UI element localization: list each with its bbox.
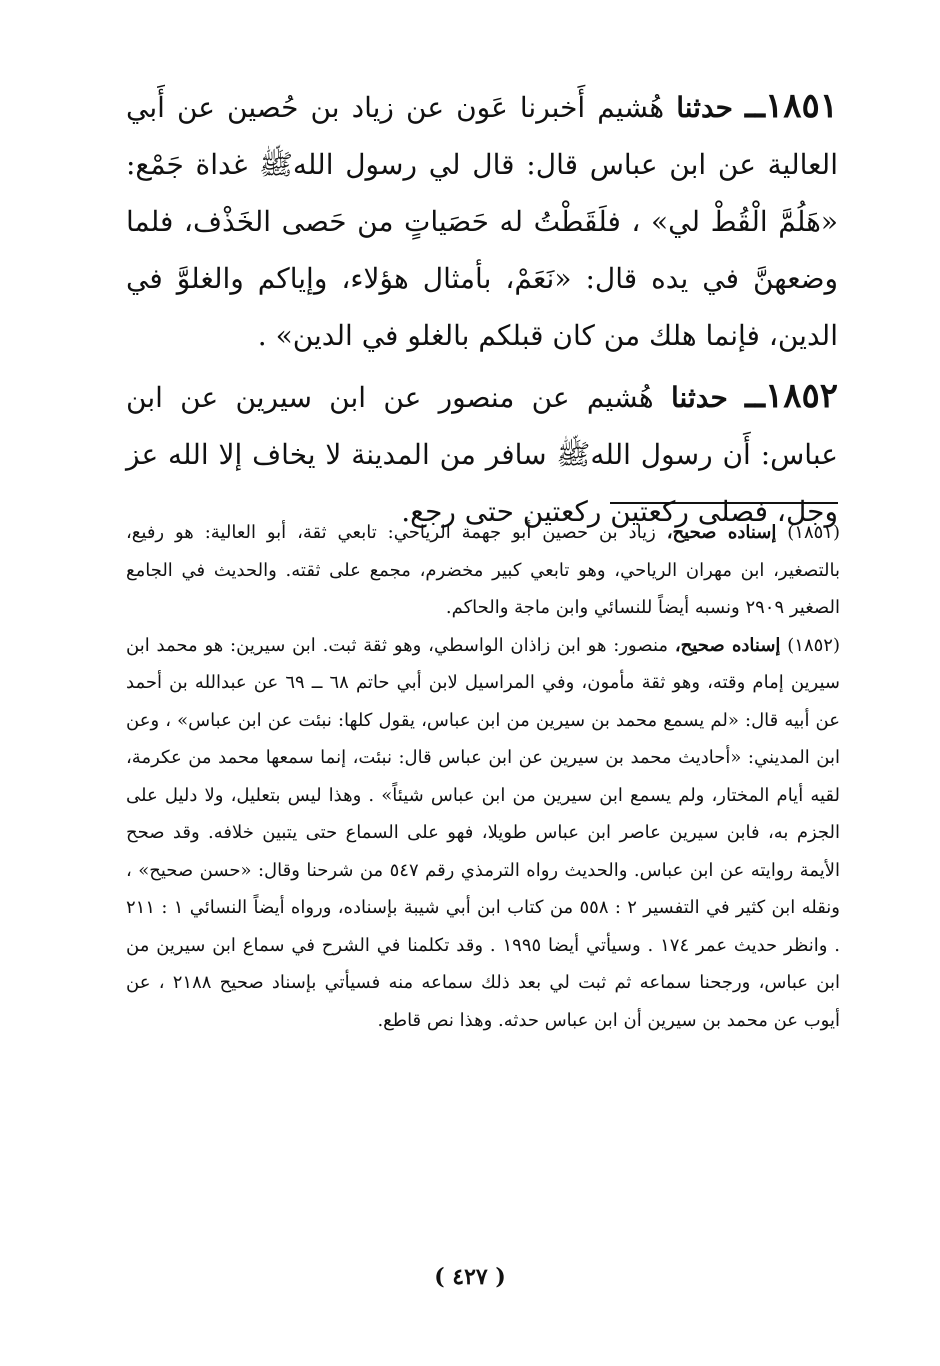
footnote-body: منصور: هو ابن زاذان الواسطي، وهو ثقة ثبت. ابن سيرين: هو محمد ابن سيرين إمام وقته، وهو ثقة مأمون، وفي المراسيل لابن أبي حاتم ٦٨ ــ ٦٩ عن عبدالله بن أحمد عن أبيه قال: «لم يسمع محمد بن سيرين من ابن عباس، يقول كلها: نبئت عن ابن عباس» ، وعن ابن المديني: «أحاديث محمد بن سيرين عن ابن عباس قال: نبئت، إنما سمعها محمد من عكرمة، لقيه أيام المختار، ولم يسمع ابن سيرين من ابن عباس شيئاً» . وهذا ليس بتعليل، ولا دليل على الجزم به، فابن سيرين عاصر ابن عباس طويلا، فهو على السماع حتى يتبين خلافه. وقد صحح الأيمة روايته عن ابن عباس. والحديث رواه الترمذي رقم ٥٤٧ من شرحنا وقال: «حسن صحيح» ، ونقله ابن كثير في التفسير ٢ : ٥٥٨ من كتاب ابن أبي شيبة بإسناده، ورواه أيضاً النسائي ١ : ٢١١ . وانظر حديث عمر ١٧٤ . وسيأتي أيضا ١٩٩٥ . وقد تكلمنا في الشرح في سماع ابن سيرين من ابن عباس، ورجحنا سماعه ثم ثبت لي بعد ذلك سماعه منه فسيأتي بإسناد صحيح ٢١٨٨ ، عن أيوب عن محمد بن سيرين أن ابن عباس حدثه. وهذا نص قاطع. <box>126 634 840 1031</box>
footnote-1851 <box>126 514 840 627</box>
hadith-dash: ــ <box>745 86 765 126</box>
footnote-body: زياد بن حصين أبو جهمة الرياحي: تابعي ثقة، أبو العالية: هو رفيع، بالتصغير، ابن مهران الرياحي، وهو تابعي كبير مخضرم، مجمع على ثقته. والحديث في الجامع الصغير ٢٩٠٩ ونسبه أيضاً للنسائي وابن ماجة والحاكم. <box>126 522 840 618</box>
footnote-ref: (١٨٥٢) <box>787 634 840 656</box>
hadith-body: هُشيم عن منصور عن ابن سيرين عن ابن عباس: أَن رسول اللهﷺ سافر من المدينة لا يخاف إلا الله عز وجل، فصلى ركعتين ركعتين حتى رجع. <box>126 381 838 528</box>
footnote-grade: إسناده صحيح، <box>674 634 781 656</box>
hadith-1851 <box>126 78 838 364</box>
footnote-grade: إسناده صحيح، <box>666 522 777 543</box>
footnote-ref: (١٨٥١) <box>787 522 840 543</box>
footnote-separator <box>610 502 838 504</box>
hadith-dash: ــ <box>745 376 765 416</box>
page-number: ( ٤٢٧ ) <box>434 1264 506 1290</box>
hadith-lead-word: حدثنا <box>670 381 728 414</box>
hadith-number: ١٨٥٢ <box>764 376 838 416</box>
hadith-lead-word: حدثنا <box>676 91 733 124</box>
hadith-text-block <box>126 78 838 540</box>
hadith-body: هُشيم أَخبرنا عَون عن زياد بن حُصين عن أَبي العالية عن ابن عباس قال: قال لي رسول اللهﷺ غداة جَمْع: «هَلُمَّ الْقُطْ لي» ، فلَقَطْتُ له حَصَياتٍ من حَصى الخَذْف، فلما وضعهنَّ في يده قال: «نَعَمْ، بأمثال هؤلاء، وإياكم والغلوَّ في الدين، فإنما هلك من كان قبلكم بالغلو في الدين» . <box>126 91 838 352</box>
hadith-number: ١٨٥١ <box>764 86 839 126</box>
footnote-1852 <box>126 627 840 1040</box>
footnotes-block <box>126 514 840 1039</box>
